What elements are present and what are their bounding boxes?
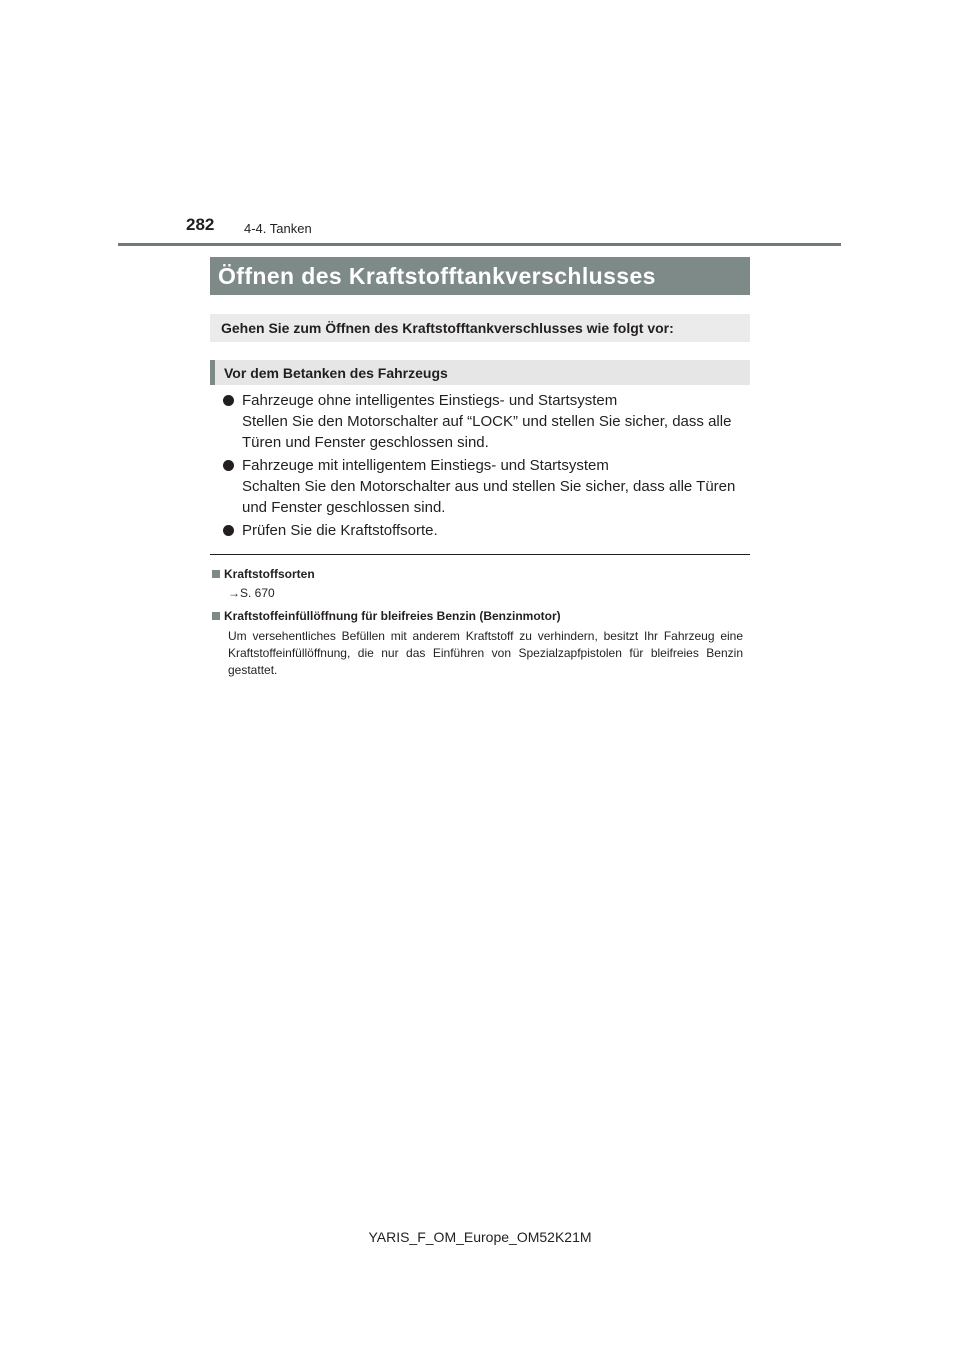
bullet-icon bbox=[223, 395, 234, 406]
sub-heading: Vor dem Betanken des Fahrzeugs bbox=[210, 360, 750, 385]
bullet-icon bbox=[223, 460, 234, 471]
list-item-text: Fahrzeuge mit intelligentem Einstiegs- und Startsystem Schalten Sie den Motorschalter aus und stellen Sie sicher, dass alle Türen und Fenster geschlossen sind. bbox=[242, 457, 736, 516]
page-reference-link[interactable]: →S. 670 bbox=[228, 586, 275, 600]
square-bullet-icon bbox=[212, 570, 220, 578]
notes-divider bbox=[210, 554, 750, 555]
list-item-text: Fahrzeuge ohne intelligentes Einstiegs- und Startsystem Stellen Sie den Motorschalter auf “LOCK” und stellen Sie sicher, dass alle Türen und Fenster geschlossen sind. bbox=[242, 392, 732, 451]
footer-document-id: YARIS_F_OM_Europe_OM52K21M bbox=[368, 1229, 592, 1245]
list-item bbox=[223, 455, 758, 518]
note-heading: Kraftstoffsorten bbox=[212, 567, 315, 581]
intro-box: Gehen Sie zum Öffnen des Kraftstofftankverschlusses wie folgt vor: bbox=[210, 314, 750, 342]
note-heading: Kraftstoffeinfüllöffnung für bleifreies Benzin (Benzinmotor) bbox=[212, 609, 561, 623]
list-item-text: Prüfen Sie die Kraftstoffsorte. bbox=[242, 522, 438, 539]
header-divider bbox=[118, 243, 841, 246]
note-body: Um versehentliches Befüllen mit anderem Kraftstoff zu verhindern, besitzt Ihr Fahrzeug eine Kraftstoffeinfüllöffnung, die nur das Einführen von Spezialzapfpistolen für bleifreies Benzin gestattet. bbox=[228, 629, 743, 677]
bullet-icon bbox=[223, 525, 234, 536]
page-title: Öffnen des Kraftstofftankverschlusses bbox=[218, 262, 656, 289]
square-bullet-icon bbox=[212, 612, 220, 620]
list-item bbox=[223, 520, 758, 541]
section-reference: 4-4. Tanken bbox=[244, 221, 312, 236]
list-item bbox=[223, 390, 758, 453]
title-bar bbox=[210, 257, 750, 295]
page-number: 282 bbox=[186, 215, 215, 234]
bullet-list bbox=[223, 390, 758, 543]
